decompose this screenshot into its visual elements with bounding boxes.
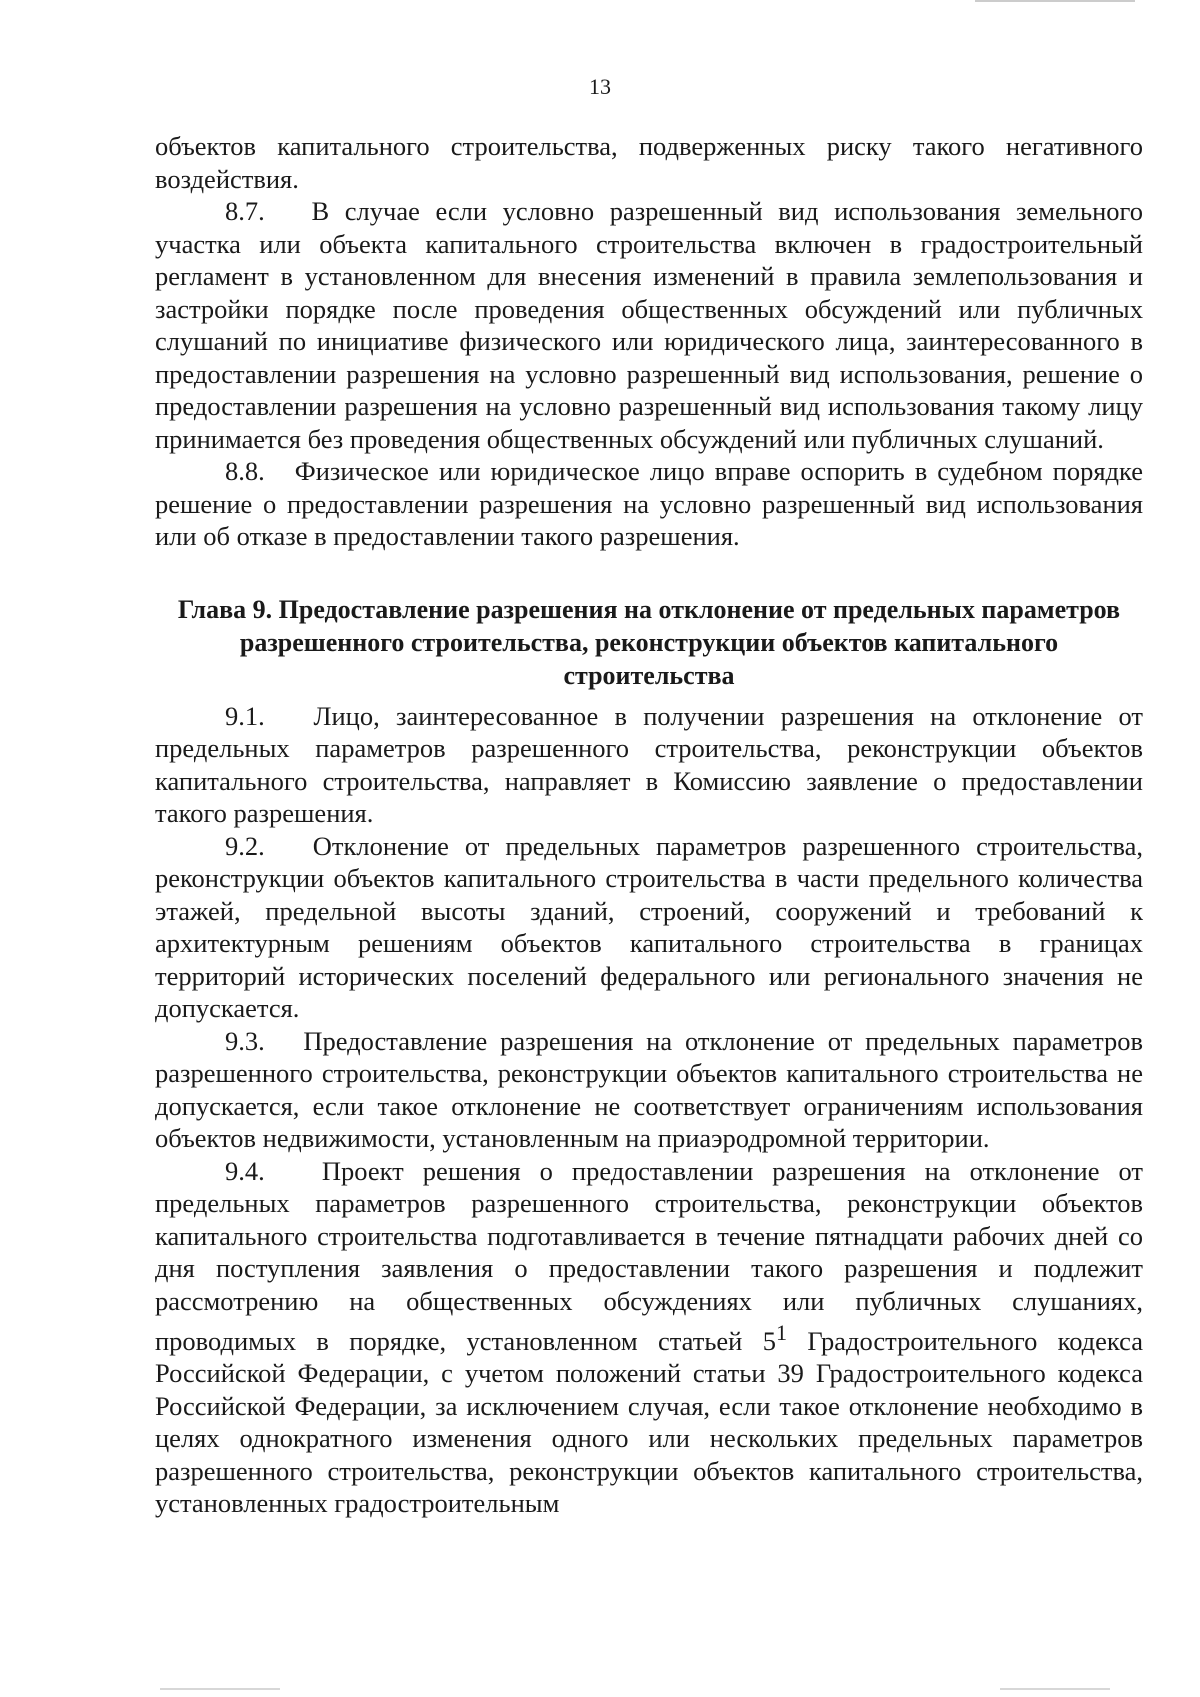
paragraph-number: 9.1.	[225, 700, 265, 731]
page-number: 13	[589, 74, 611, 99]
paragraph-number: 8.7.	[225, 196, 265, 226]
paragraph-8-7	[155, 195, 1143, 455]
paragraph-9-2	[155, 830, 1143, 1025]
paragraph-text: Лицо, заинтересованное в получении разрешения на отклонение от предельных параметров разрешенного строительства, реконструкции объектов капитального строительства, направляет в Комиссию заявление о предоставлении такого разрешения.	[155, 700, 1143, 828]
scan-artifact-top	[975, 0, 1135, 2]
paragraph-number: 9.2.	[225, 830, 265, 861]
paragraph-9-3	[155, 1025, 1143, 1155]
document-body	[155, 130, 1143, 1520]
paragraph-text: Проект решения о предоставлении разрешения на отклонение от предельных параметров разрешенного строительства, реконструкции объектов капитального строительства подготавливается в течение пятнадцати рабочих дней со дня поступления заявления о предоставлении такого разрешения и подлежит рассмотрению на общественных обсуждениях или публичных слушаниях, проводимых в порядке, установленном статьей 5	[155, 1155, 1143, 1356]
scan-artifact-bottom-left	[160, 1688, 280, 1690]
superscript: 1	[775, 1320, 788, 1345]
paragraph-text: Физическое или юридическое лицо вправе оспорить в судебном порядке решение о предоставлении разрешения на условно разрешенный вид использования или об отказе в предоставлении такого разрешения.	[155, 456, 1144, 551]
paragraph-number: 8.8.	[225, 456, 265, 486]
paragraph-text: объектов капитального строительства, подверженных риску такого негативного воздействия.	[155, 131, 1143, 194]
paragraph-text: Предоставление разрешения на отклонение от предельных параметров разрешенного строительства, реконструкции объектов капитального строительства не допускается, если такое отклонение не соответствует ограничениям использования объектов недвижимости, установленным на приаэродромной территории.	[155, 1025, 1143, 1153]
paragraph-continuation	[155, 130, 1143, 195]
paragraph-8-8	[155, 455, 1143, 553]
scan-artifact-bottom-right	[1000, 1688, 1110, 1690]
paragraph-number: 9.4.	[225, 1155, 265, 1186]
paragraph-number: 9.3.	[225, 1025, 265, 1056]
chapter-heading: Глава 9. Предоставление разрешения на отклонение от предельных параметров разрешенного строительства, реконструкции объектов капитального строительства	[177, 594, 1121, 690]
paragraph-text: В случае если условно разрешенный вид использования земельного участка или объекта капитального строительства включен в градостроительный регламент в установленном для внесения изменений в правила землепользования и застройки порядке после проведения общественных обсуждений или публичных слушаний по инициативе физического или юридического лица, заинтересованного в предоставлении разрешения на условно разрешенный вид использования, решение о предоставлении разрешения на условно разрешенный вид использования такому лицу принимается без проведения общественных обсуждений или публичных слушаний.	[155, 196, 1143, 454]
paragraph-9-1	[155, 700, 1143, 830]
paragraph-9-4	[155, 1155, 1143, 1520]
paragraph-text: Отклонение от предельных параметров разрешенного строительства, реконструкции объектов капитального строительства в части предельного количества этажей, предельной высоты зданий, строений, сооружений и требований к архитектурным решениям объектов капитального строительства в границах территорий исторических поселений федерального или регионального значения не допускается.	[155, 830, 1144, 1023]
paragraph-text-continued: Градостроительного кодекса Российской Федерации, с учетом положений статьи 39 Градостроительного кодекса Российской Федерации, за исключением случая, если такое отклонение необходимо в целях однократного изменения одного или нескольких предельных параметров разрешенного строительства, реконструкции объектов капитального строительства, установленных градостроительным	[155, 1325, 1143, 1519]
